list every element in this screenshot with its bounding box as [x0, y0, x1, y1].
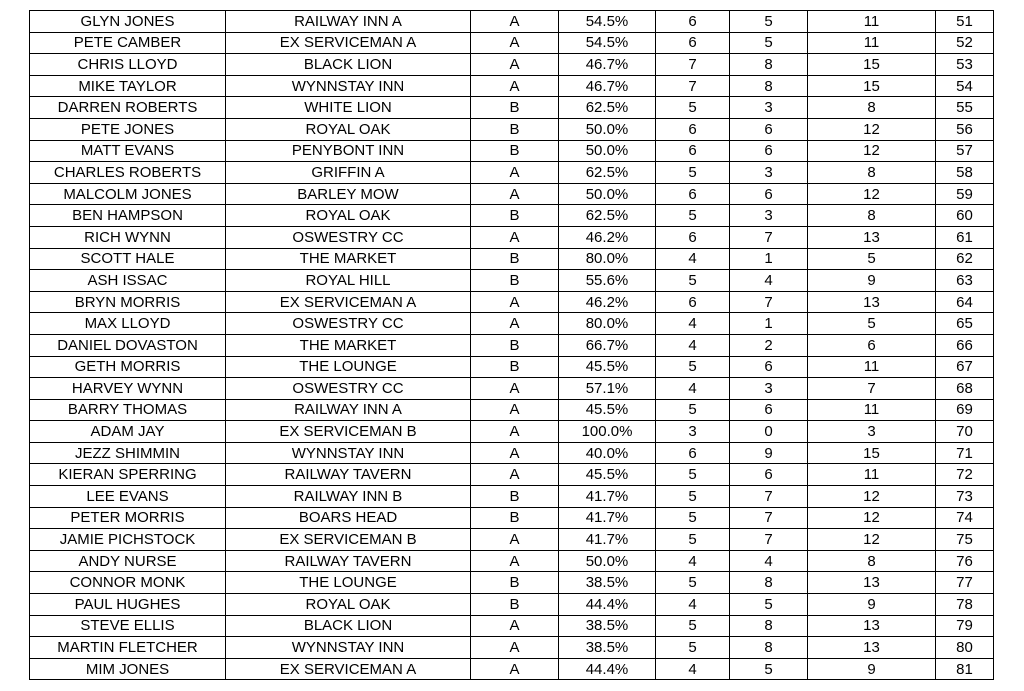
team-cell: THE LOUNGE [226, 572, 471, 594]
table-row [30, 162, 994, 184]
position-cell: 81 [936, 658, 994, 680]
table-row [30, 464, 994, 486]
player-name-cell: JAMIE PICHSTOCK [30, 529, 226, 551]
won-cell: 4 [656, 248, 730, 270]
team-cell: BOARS HEAD [226, 507, 471, 529]
team-cell: OSWESTRY CC [226, 378, 471, 400]
played-cell: 7 [808, 378, 936, 400]
team-cell: RAILWAY INN B [226, 486, 471, 508]
division-cell: B [471, 572, 559, 594]
position-cell: 73 [936, 486, 994, 508]
division-cell: A [471, 32, 559, 54]
lost-cell: 3 [730, 205, 808, 227]
percentage-cell: 50.0% [559, 550, 656, 572]
lost-cell: 8 [730, 637, 808, 659]
player-name-cell: RICH WYNN [30, 226, 226, 248]
team-cell: ROYAL OAK [226, 205, 471, 227]
lost-cell: 9 [730, 442, 808, 464]
played-cell: 5 [808, 313, 936, 335]
percentage-cell: 41.7% [559, 486, 656, 508]
lost-cell: 6 [730, 140, 808, 162]
played-cell: 12 [808, 183, 936, 205]
position-cell: 52 [936, 32, 994, 54]
player-name-cell: HARVEY WYNN [30, 378, 226, 400]
division-cell: B [471, 334, 559, 356]
lost-cell: 5 [730, 594, 808, 616]
division-cell: A [471, 291, 559, 313]
won-cell: 5 [656, 162, 730, 184]
won-cell: 6 [656, 140, 730, 162]
position-cell: 62 [936, 248, 994, 270]
player-name-cell: PETE CAMBER [30, 32, 226, 54]
played-cell: 13 [808, 572, 936, 594]
won-cell: 6 [656, 32, 730, 54]
team-cell: WYNNSTAY INN [226, 637, 471, 659]
played-cell: 9 [808, 594, 936, 616]
won-cell: 4 [656, 594, 730, 616]
division-cell: B [471, 140, 559, 162]
percentage-cell: 40.0% [559, 442, 656, 464]
won-cell: 7 [656, 54, 730, 76]
played-cell: 12 [808, 118, 936, 140]
played-cell: 9 [808, 658, 936, 680]
won-cell: 4 [656, 313, 730, 335]
team-cell: EX SERVICEMAN B [226, 421, 471, 443]
lost-cell: 2 [730, 334, 808, 356]
percentage-cell: 41.7% [559, 529, 656, 551]
position-cell: 54 [936, 75, 994, 97]
table-row [30, 421, 994, 443]
position-cell: 67 [936, 356, 994, 378]
played-cell: 3 [808, 421, 936, 443]
percentage-cell: 62.5% [559, 205, 656, 227]
percentage-cell: 46.2% [559, 291, 656, 313]
lost-cell: 3 [730, 378, 808, 400]
team-cell: ROYAL OAK [226, 594, 471, 616]
table-row [30, 32, 994, 54]
table-row [30, 75, 994, 97]
division-cell: A [471, 399, 559, 421]
position-cell: 79 [936, 615, 994, 637]
division-cell: A [471, 615, 559, 637]
won-cell: 6 [656, 442, 730, 464]
team-cell: OSWESTRY CC [226, 313, 471, 335]
division-cell: A [471, 183, 559, 205]
won-cell: 6 [656, 183, 730, 205]
table-row [30, 205, 994, 227]
team-cell: RAILWAY TAVERN [226, 550, 471, 572]
percentage-cell: 46.2% [559, 226, 656, 248]
lost-cell: 8 [730, 75, 808, 97]
position-cell: 64 [936, 291, 994, 313]
team-cell: BLACK LION [226, 615, 471, 637]
position-cell: 77 [936, 572, 994, 594]
percentage-cell: 38.5% [559, 637, 656, 659]
won-cell: 7 [656, 75, 730, 97]
table-row [30, 486, 994, 508]
division-cell: A [471, 11, 559, 33]
division-cell: A [471, 54, 559, 76]
table-row [30, 594, 994, 616]
played-cell: 8 [808, 550, 936, 572]
table-row [30, 550, 994, 572]
team-cell: BLACK LION [226, 54, 471, 76]
percentage-cell: 45.5% [559, 356, 656, 378]
team-cell: WYNNSTAY INN [226, 442, 471, 464]
position-cell: 61 [936, 226, 994, 248]
won-cell: 5 [656, 572, 730, 594]
lost-cell: 5 [730, 32, 808, 54]
division-cell: A [471, 313, 559, 335]
won-cell: 5 [656, 270, 730, 292]
position-cell: 65 [936, 313, 994, 335]
lost-cell: 7 [730, 529, 808, 551]
won-cell: 5 [656, 615, 730, 637]
position-cell: 60 [936, 205, 994, 227]
division-cell: B [471, 507, 559, 529]
lost-cell: 6 [730, 399, 808, 421]
player-name-cell: MIKE TAYLOR [30, 75, 226, 97]
player-name-cell: MAX LLOYD [30, 313, 226, 335]
table-row [30, 11, 994, 33]
won-cell: 6 [656, 291, 730, 313]
percentage-cell: 54.5% [559, 32, 656, 54]
lost-cell: 8 [730, 615, 808, 637]
team-cell: GRIFFIN A [226, 162, 471, 184]
played-cell: 8 [808, 97, 936, 119]
lost-cell: 1 [730, 248, 808, 270]
position-cell: 74 [936, 507, 994, 529]
lost-cell: 3 [730, 162, 808, 184]
table-row [30, 97, 994, 119]
won-cell: 5 [656, 205, 730, 227]
percentage-cell: 100.0% [559, 421, 656, 443]
played-cell: 13 [808, 226, 936, 248]
played-cell: 12 [808, 140, 936, 162]
division-cell: B [471, 118, 559, 140]
player-name-cell: GLYN JONES [30, 11, 226, 33]
played-cell: 13 [808, 291, 936, 313]
player-name-cell: DARREN ROBERTS [30, 97, 226, 119]
percentage-cell: 45.5% [559, 464, 656, 486]
table-row [30, 356, 994, 378]
position-cell: 57 [936, 140, 994, 162]
won-cell: 5 [656, 356, 730, 378]
lost-cell: 3 [730, 97, 808, 119]
player-name-cell: ASH ISSAC [30, 270, 226, 292]
division-cell: A [471, 378, 559, 400]
played-cell: 11 [808, 464, 936, 486]
table-body [30, 11, 994, 680]
played-cell: 15 [808, 54, 936, 76]
table-row [30, 291, 994, 313]
table-row [30, 637, 994, 659]
won-cell: 6 [656, 118, 730, 140]
position-cell: 71 [936, 442, 994, 464]
won-cell: 5 [656, 529, 730, 551]
player-name-cell: JEZZ SHIMMIN [30, 442, 226, 464]
percentage-cell: 62.5% [559, 162, 656, 184]
played-cell: 9 [808, 270, 936, 292]
lost-cell: 5 [730, 11, 808, 33]
player-name-cell: KIERAN SPERRING [30, 464, 226, 486]
percentage-cell: 50.0% [559, 183, 656, 205]
division-cell: A [471, 162, 559, 184]
division-cell: A [471, 550, 559, 572]
team-cell: EX SERVICEMAN A [226, 291, 471, 313]
percentage-cell: 44.4% [559, 658, 656, 680]
percentage-cell: 46.7% [559, 75, 656, 97]
player-name-cell: PETER MORRIS [30, 507, 226, 529]
table-row [30, 248, 994, 270]
lost-cell: 7 [730, 226, 808, 248]
division-cell: B [471, 270, 559, 292]
played-cell: 8 [808, 162, 936, 184]
player-name-cell: GETH MORRIS [30, 356, 226, 378]
played-cell: 13 [808, 615, 936, 637]
lost-cell: 8 [730, 54, 808, 76]
percentage-cell: 38.5% [559, 572, 656, 594]
division-cell: A [471, 226, 559, 248]
played-cell: 11 [808, 356, 936, 378]
percentage-cell: 50.0% [559, 118, 656, 140]
position-cell: 63 [936, 270, 994, 292]
lost-cell: 0 [730, 421, 808, 443]
position-cell: 70 [936, 421, 994, 443]
lost-cell: 4 [730, 550, 808, 572]
team-cell: OSWESTRY CC [226, 226, 471, 248]
player-name-cell: MARTIN FLETCHER [30, 637, 226, 659]
division-cell: B [471, 97, 559, 119]
player-ranking-table [29, 10, 994, 680]
team-cell: EX SERVICEMAN A [226, 658, 471, 680]
position-cell: 80 [936, 637, 994, 659]
player-name-cell: MALCOLM JONES [30, 183, 226, 205]
position-cell: 75 [936, 529, 994, 551]
won-cell: 5 [656, 486, 730, 508]
team-cell: EX SERVICEMAN B [226, 529, 471, 551]
table-row [30, 54, 994, 76]
table-row [30, 270, 994, 292]
player-name-cell: BEN HAMPSON [30, 205, 226, 227]
won-cell: 6 [656, 226, 730, 248]
lost-cell: 7 [730, 486, 808, 508]
table-row [30, 507, 994, 529]
player-name-cell: PAUL HUGHES [30, 594, 226, 616]
team-cell: THE LOUNGE [226, 356, 471, 378]
player-name-cell: MIM JONES [30, 658, 226, 680]
table-row [30, 313, 994, 335]
team-cell: RAILWAY INN A [226, 11, 471, 33]
won-cell: 4 [656, 334, 730, 356]
division-cell: A [471, 529, 559, 551]
team-cell: ROYAL HILL [226, 270, 471, 292]
team-cell: THE MARKET [226, 334, 471, 356]
table-row [30, 140, 994, 162]
played-cell: 8 [808, 205, 936, 227]
team-cell: THE MARKET [226, 248, 471, 270]
lost-cell: 7 [730, 507, 808, 529]
table-row [30, 378, 994, 400]
division-cell: B [471, 594, 559, 616]
player-name-cell: BARRY THOMAS [30, 399, 226, 421]
team-cell: RAILWAY TAVERN [226, 464, 471, 486]
player-name-cell: DANIEL DOVASTON [30, 334, 226, 356]
percentage-cell: 45.5% [559, 399, 656, 421]
position-cell: 66 [936, 334, 994, 356]
position-cell: 56 [936, 118, 994, 140]
played-cell: 12 [808, 507, 936, 529]
player-name-cell: CONNOR MONK [30, 572, 226, 594]
player-name-cell: STEVE ELLIS [30, 615, 226, 637]
played-cell: 15 [808, 442, 936, 464]
table-row [30, 529, 994, 551]
position-cell: 59 [936, 183, 994, 205]
table-row [30, 334, 994, 356]
percentage-cell: 41.7% [559, 507, 656, 529]
position-cell: 76 [936, 550, 994, 572]
position-cell: 68 [936, 378, 994, 400]
player-name-cell: LEE EVANS [30, 486, 226, 508]
percentage-cell: 55.6% [559, 270, 656, 292]
table-row [30, 183, 994, 205]
lost-cell: 7 [730, 291, 808, 313]
position-cell: 72 [936, 464, 994, 486]
position-cell: 55 [936, 97, 994, 119]
percentage-cell: 57.1% [559, 378, 656, 400]
lost-cell: 6 [730, 464, 808, 486]
division-cell: A [471, 421, 559, 443]
division-cell: B [471, 486, 559, 508]
team-cell: WYNNSTAY INN [226, 75, 471, 97]
lost-cell: 1 [730, 313, 808, 335]
player-name-cell: CHRIS LLOYD [30, 54, 226, 76]
won-cell: 4 [656, 550, 730, 572]
percentage-cell: 54.5% [559, 11, 656, 33]
won-cell: 5 [656, 637, 730, 659]
won-cell: 5 [656, 399, 730, 421]
division-cell: A [471, 637, 559, 659]
percentage-cell: 38.5% [559, 615, 656, 637]
percentage-cell: 44.4% [559, 594, 656, 616]
percentage-cell: 46.7% [559, 54, 656, 76]
won-cell: 5 [656, 97, 730, 119]
player-name-cell: CHARLES ROBERTS [30, 162, 226, 184]
percentage-cell: 62.5% [559, 97, 656, 119]
won-cell: 5 [656, 464, 730, 486]
played-cell: 5 [808, 248, 936, 270]
player-name-cell: BRYN MORRIS [30, 291, 226, 313]
position-cell: 58 [936, 162, 994, 184]
table-row [30, 615, 994, 637]
table-row [30, 118, 994, 140]
team-cell: WHITE LION [226, 97, 471, 119]
team-cell: EX SERVICEMAN A [226, 32, 471, 54]
team-cell: RAILWAY INN A [226, 399, 471, 421]
percentage-cell: 80.0% [559, 313, 656, 335]
position-cell: 51 [936, 11, 994, 33]
played-cell: 13 [808, 637, 936, 659]
player-name-cell: ANDY NURSE [30, 550, 226, 572]
division-cell: A [471, 658, 559, 680]
lost-cell: 4 [730, 270, 808, 292]
played-cell: 15 [808, 75, 936, 97]
team-cell: ROYAL OAK [226, 118, 471, 140]
player-name-cell: ADAM JAY [30, 421, 226, 443]
lost-cell: 6 [730, 118, 808, 140]
lost-cell: 6 [730, 356, 808, 378]
division-cell: A [471, 442, 559, 464]
played-cell: 6 [808, 334, 936, 356]
percentage-cell: 50.0% [559, 140, 656, 162]
position-cell: 53 [936, 54, 994, 76]
division-cell: A [471, 464, 559, 486]
won-cell: 4 [656, 378, 730, 400]
played-cell: 11 [808, 32, 936, 54]
percentage-cell: 80.0% [559, 248, 656, 270]
played-cell: 11 [808, 399, 936, 421]
position-cell: 78 [936, 594, 994, 616]
division-cell: B [471, 205, 559, 227]
table-row [30, 399, 994, 421]
player-name-cell: PETE JONES [30, 118, 226, 140]
lost-cell: 5 [730, 658, 808, 680]
division-cell: A [471, 75, 559, 97]
played-cell: 11 [808, 11, 936, 33]
player-name-cell: SCOTT HALE [30, 248, 226, 270]
lost-cell: 6 [730, 183, 808, 205]
percentage-cell: 66.7% [559, 334, 656, 356]
played-cell: 12 [808, 529, 936, 551]
player-name-cell: MATT EVANS [30, 140, 226, 162]
team-cell: PENYBONT INN [226, 140, 471, 162]
table-row [30, 442, 994, 464]
won-cell: 4 [656, 658, 730, 680]
division-cell: B [471, 356, 559, 378]
played-cell: 12 [808, 486, 936, 508]
division-cell: B [471, 248, 559, 270]
won-cell: 6 [656, 11, 730, 33]
won-cell: 3 [656, 421, 730, 443]
table-row [30, 572, 994, 594]
lost-cell: 8 [730, 572, 808, 594]
table-row [30, 226, 994, 248]
won-cell: 5 [656, 507, 730, 529]
team-cell: BARLEY MOW [226, 183, 471, 205]
position-cell: 69 [936, 399, 994, 421]
table-row [30, 658, 994, 680]
